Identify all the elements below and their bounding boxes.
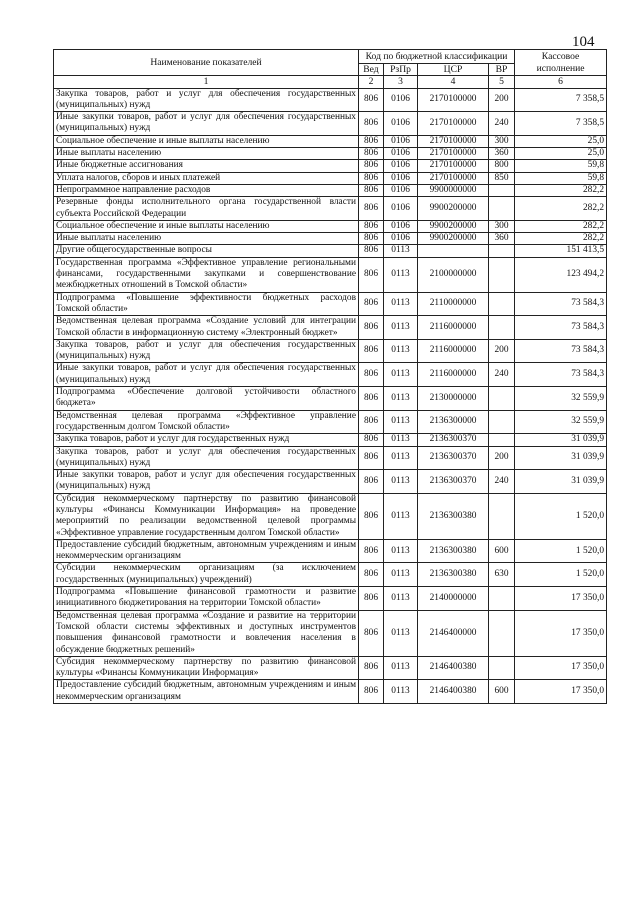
row-vr	[489, 656, 515, 680]
table-row	[54, 316, 607, 340]
row-ved: 806	[359, 539, 384, 563]
row-amount: 59,8	[515, 172, 607, 184]
row-amount: 32 559,9	[515, 410, 607, 434]
row-ved: 806	[359, 493, 384, 539]
row-amount: 7 358,5	[515, 88, 607, 112]
row-vr	[489, 316, 515, 340]
table-row	[54, 563, 607, 587]
row-csr: 2116000000	[418, 363, 489, 387]
header-csr: ЦСР	[418, 64, 489, 76]
row-amount: 123 494,2	[515, 257, 607, 292]
row-rzpr: 0106	[384, 112, 418, 136]
row-rzpr: 0113	[384, 470, 418, 494]
row-vr: 240	[489, 363, 515, 387]
row-csr: 2136300370	[418, 434, 489, 446]
row-vr	[489, 434, 515, 446]
row-name: Иные закупки товаров, работ и услуг для обеспечения государственных (муниципальных) нужд	[54, 112, 359, 136]
row-csr: 2140000000	[418, 587, 489, 611]
row-amount: 17 350,0	[515, 587, 607, 611]
header-name: Наименование показателей	[54, 50, 359, 76]
row-amount: 25,0	[515, 135, 607, 147]
row-vr	[489, 184, 515, 196]
row-ved: 806	[359, 220, 384, 232]
row-ved: 806	[359, 680, 384, 704]
row-rzpr: 0106	[384, 220, 418, 232]
row-csr: 2146400380	[418, 656, 489, 680]
row-name: Ведомственная целевая программа «Эффективное управление государственным долгом Томской области»	[54, 410, 359, 434]
row-ved: 806	[359, 184, 384, 196]
row-vr	[489, 245, 515, 257]
row-name: Подпрограмма «Повышение эффективности бюджетных расходов Томской области»	[54, 292, 359, 316]
row-ved: 806	[359, 610, 384, 656]
row-vr: 600	[489, 680, 515, 704]
table-row	[54, 363, 607, 387]
table-row	[54, 148, 607, 160]
row-vr	[489, 257, 515, 292]
row-csr: 2136300370	[418, 470, 489, 494]
row-name: Предоставление субсидий бюджетным, автономным учреждениям и иным некоммерческим организациям	[54, 539, 359, 563]
row-name: Субсидия некоммерческому партнерству по развитию финансовой культуры «Финансы Коммуникации Информация» на проведение мероприятий по реализации ведомственной целевой программы «Эффективное управление государственным долгом Томской области»	[54, 493, 359, 539]
row-csr: 2136300370	[418, 446, 489, 470]
row-amount: 17 350,0	[515, 610, 607, 656]
row-rzpr: 0113	[384, 434, 418, 446]
row-amount: 282,2	[515, 184, 607, 196]
column-number: 1	[54, 76, 359, 88]
table-row	[54, 446, 607, 470]
row-name: Другие общегосударственные вопросы	[54, 245, 359, 257]
row-vr	[489, 197, 515, 221]
row-amount: 151 413,5	[515, 245, 607, 257]
row-amount: 282,2	[515, 220, 607, 232]
table-row	[54, 493, 607, 539]
row-rzpr: 0113	[384, 493, 418, 539]
table-row	[54, 434, 607, 446]
row-vr: 240	[489, 470, 515, 494]
row-rzpr: 0113	[384, 446, 418, 470]
row-ved: 806	[359, 316, 384, 340]
header-vr: ВР	[489, 64, 515, 76]
row-vr: 800	[489, 160, 515, 172]
row-csr: 2170100000	[418, 160, 489, 172]
row-amount: 73 584,3	[515, 363, 607, 387]
row-ved: 806	[359, 257, 384, 292]
row-amount: 32 559,9	[515, 387, 607, 411]
row-ved: 806	[359, 563, 384, 587]
row-name: Иные бюджетные ассигнования	[54, 160, 359, 172]
row-name: Закупка товаров, работ и услуг для обеспечения государственных (муниципальных) нужд	[54, 88, 359, 112]
row-amount: 1 520,0	[515, 539, 607, 563]
row-name: Резервные фонды исполнительного органа государственной власти субъекта Российской Федерации	[54, 197, 359, 221]
row-ved: 806	[359, 135, 384, 147]
row-csr: 2170100000	[418, 172, 489, 184]
row-vr: 630	[489, 563, 515, 587]
row-csr: 2170100000	[418, 112, 489, 136]
row-rzpr: 0106	[384, 88, 418, 112]
row-csr: 2136300380	[418, 493, 489, 539]
row-csr: 2170100000	[418, 135, 489, 147]
table-row	[54, 680, 607, 704]
table-row	[54, 539, 607, 563]
row-csr: 9900000000	[418, 184, 489, 196]
row-name: Социальное обеспечение и иные выплаты населению	[54, 135, 359, 147]
table-row	[54, 184, 607, 196]
header-ved: Вед	[359, 64, 384, 76]
row-amount: 25,0	[515, 148, 607, 160]
table-row	[54, 587, 607, 611]
row-name: Ведомственная целевая программа «Создание условий для интеграции Томской области в информационную систему «Электронный бюджет»	[54, 316, 359, 340]
row-ved: 806	[359, 587, 384, 611]
row-amount: 17 350,0	[515, 680, 607, 704]
row-vr: 300	[489, 220, 515, 232]
row-name: Подпрограмма «Обеспечение долговой устойчивости областного бюджета»	[54, 387, 359, 411]
row-vr: 600	[489, 539, 515, 563]
row-csr: 9900200000	[418, 233, 489, 245]
row-rzpr: 0106	[384, 160, 418, 172]
row-ved: 806	[359, 160, 384, 172]
row-vr: 360	[489, 233, 515, 245]
row-rzpr: 0113	[384, 610, 418, 656]
row-vr	[489, 587, 515, 611]
row-ved: 806	[359, 410, 384, 434]
row-vr	[489, 292, 515, 316]
row-rzpr: 0106	[384, 172, 418, 184]
column-number: 5	[489, 76, 515, 88]
table-row	[54, 656, 607, 680]
budget-execution-table	[53, 49, 607, 704]
table-body	[54, 88, 607, 703]
row-name: Иные закупки товаров, работ и услуг для обеспечения государственных (муниципальных) нужд	[54, 363, 359, 387]
row-vr	[489, 410, 515, 434]
table-row	[54, 257, 607, 292]
row-csr: 9900200000	[418, 197, 489, 221]
row-name: Непрограммное направление расходов	[54, 184, 359, 196]
row-ved: 806	[359, 245, 384, 257]
row-ved: 806	[359, 233, 384, 245]
row-name: Субсидия некоммерческому партнерству по развитию финансовой культуры «Финансы Коммуникации Информация»	[54, 656, 359, 680]
row-amount: 282,2	[515, 233, 607, 245]
row-ved: 806	[359, 656, 384, 680]
row-amount: 73 584,3	[515, 316, 607, 340]
column-number: 6	[515, 76, 607, 88]
row-rzpr: 0106	[384, 197, 418, 221]
row-rzpr: 0106	[384, 148, 418, 160]
table-row	[54, 88, 607, 112]
row-csr: 2170100000	[418, 148, 489, 160]
row-rzpr: 0106	[384, 135, 418, 147]
table-row	[54, 112, 607, 136]
row-vr: 200	[489, 339, 515, 363]
row-name: Социальное обеспечение и иные выплаты населению	[54, 220, 359, 232]
row-csr: 9900200000	[418, 220, 489, 232]
table-row	[54, 410, 607, 434]
row-csr: 2146400000	[418, 610, 489, 656]
row-amount: 17 350,0	[515, 656, 607, 680]
table-row	[54, 197, 607, 221]
row-rzpr: 0113	[384, 292, 418, 316]
row-amount: 73 584,3	[515, 339, 607, 363]
row-ved: 806	[359, 172, 384, 184]
row-csr: 2136300380	[418, 563, 489, 587]
row-rzpr: 0113	[384, 245, 418, 257]
table-row	[54, 245, 607, 257]
row-vr: 200	[489, 446, 515, 470]
table-row	[54, 470, 607, 494]
row-csr: 2116000000	[418, 339, 489, 363]
row-rzpr: 0113	[384, 363, 418, 387]
row-rzpr: 0113	[384, 387, 418, 411]
row-vr	[489, 387, 515, 411]
row-ved: 806	[359, 434, 384, 446]
row-csr	[418, 245, 489, 257]
page-number: 104	[572, 34, 595, 50]
row-amount: 282,2	[515, 197, 607, 221]
row-rzpr: 0113	[384, 539, 418, 563]
table-row	[54, 220, 607, 232]
row-ved: 806	[359, 197, 384, 221]
row-rzpr: 0106	[384, 184, 418, 196]
row-vr	[489, 610, 515, 656]
row-csr: 2100000000	[418, 257, 489, 292]
table-row	[54, 339, 607, 363]
row-name: Иные выплаты населению	[54, 148, 359, 160]
row-rzpr: 0113	[384, 563, 418, 587]
row-vr: 240	[489, 112, 515, 136]
row-rzpr: 0113	[384, 316, 418, 340]
row-rzpr: 0113	[384, 680, 418, 704]
row-amount: 1 520,0	[515, 563, 607, 587]
row-name: Закупка товаров, работ и услуг для государственных нужд	[54, 434, 359, 446]
row-rzpr: 0113	[384, 257, 418, 292]
row-rzpr: 0113	[384, 339, 418, 363]
row-name: Иные выплаты населению	[54, 233, 359, 245]
row-vr: 300	[489, 135, 515, 147]
header-execution: Кассовое исполнение	[515, 50, 607, 76]
row-ved: 806	[359, 112, 384, 136]
row-rzpr: 0113	[384, 656, 418, 680]
row-vr	[489, 493, 515, 539]
table-row	[54, 172, 607, 184]
row-amount: 1 520,0	[515, 493, 607, 539]
row-csr: 2110000000	[418, 292, 489, 316]
row-ved: 806	[359, 88, 384, 112]
row-csr: 2130000000	[418, 387, 489, 411]
row-csr: 2136300000	[418, 410, 489, 434]
row-name: Ведомственная целевая программа «Создание и развитие на территории Томской области системы эффективных и доступных инструментов повышения финансовой грамотности и вовлечения населения в обсуждение бюджетных решений»	[54, 610, 359, 656]
table-row	[54, 233, 607, 245]
row-name: Закупка товаров, работ и услуг для обеспечения государственных (муниципальных) нужд	[54, 446, 359, 470]
header-code-group: Код по бюджетной классификации	[359, 50, 515, 64]
row-ved: 806	[359, 387, 384, 411]
row-ved: 806	[359, 446, 384, 470]
row-rzpr: 0106	[384, 233, 418, 245]
row-csr: 2170100000	[418, 88, 489, 112]
row-ved: 806	[359, 339, 384, 363]
header-rzpr: РзПр	[384, 64, 418, 76]
row-csr: 2116000000	[418, 316, 489, 340]
row-amount: 31 039,9	[515, 470, 607, 494]
row-name: Государственная программа «Эффективное управление региональными финансами, государственными закупками и совершенствование межбюджетных отношений в Томской области»	[54, 257, 359, 292]
row-ved: 806	[359, 148, 384, 160]
row-vr: 200	[489, 88, 515, 112]
row-ved: 806	[359, 470, 384, 494]
row-amount: 31 039,9	[515, 446, 607, 470]
row-name: Субсидии некоммерческим организациям (за исключением государственных (муниципальных) учреждений)	[54, 563, 359, 587]
table-row	[54, 135, 607, 147]
row-rzpr: 0113	[384, 410, 418, 434]
table-row	[54, 292, 607, 316]
row-amount: 31 039,9	[515, 434, 607, 446]
row-name: Уплата налогов, сборов и иных платежей	[54, 172, 359, 184]
row-ved: 806	[359, 292, 384, 316]
row-name: Подпрограмма «Повышение финансовой грамотности и развитие инициативного бюджетирования на территории Томской области»	[54, 587, 359, 611]
column-number: 3	[384, 76, 418, 88]
row-rzpr: 0113	[384, 587, 418, 611]
row-csr: 2146400380	[418, 680, 489, 704]
row-ved: 806	[359, 363, 384, 387]
table-row	[54, 610, 607, 656]
row-csr: 2136300380	[418, 539, 489, 563]
row-vr: 850	[489, 172, 515, 184]
row-vr: 360	[489, 148, 515, 160]
row-name: Закупка товаров, работ и услуг для обеспечения государственных (муниципальных) нужд	[54, 339, 359, 363]
table-row	[54, 387, 607, 411]
row-amount: 7 358,5	[515, 112, 607, 136]
table-row	[54, 160, 607, 172]
row-amount: 59,8	[515, 160, 607, 172]
row-name: Иные закупки товаров, работ и услуг для обеспечения государственных (муниципальных) нужд	[54, 470, 359, 494]
column-number: 2	[359, 76, 384, 88]
row-amount: 73 584,3	[515, 292, 607, 316]
row-name: Предоставление субсидий бюджетным, автономным учреждениям и иным некоммерческим организациям	[54, 680, 359, 704]
column-number: 4	[418, 76, 489, 88]
